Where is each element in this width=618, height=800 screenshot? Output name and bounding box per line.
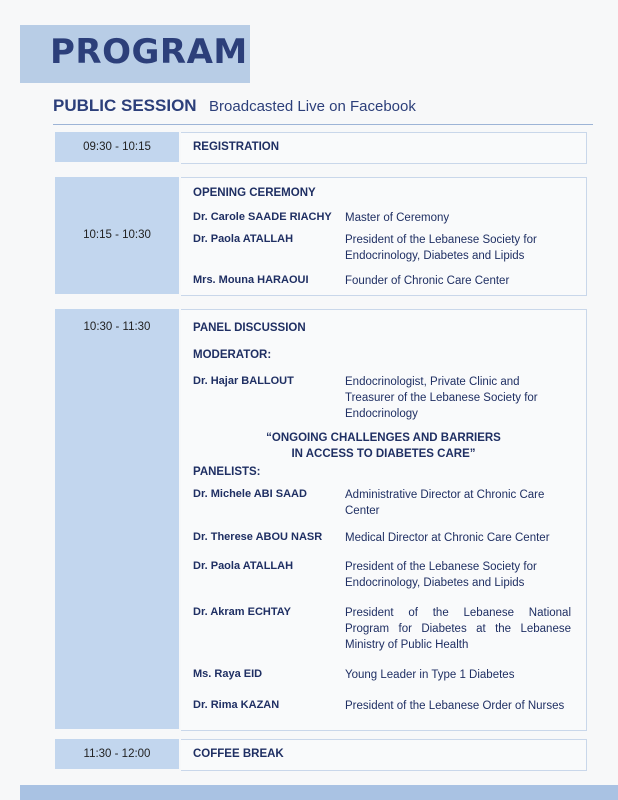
person-role: Founder of Chronic Care Center bbox=[345, 275, 510, 287]
content-registration bbox=[181, 132, 587, 164]
time-cell-registration: 09:30 - 10:15 bbox=[55, 132, 179, 162]
moderator-role: Endocrinologist, Private Clinic and Treasurer of the Lebanese Society for Endocrinology bbox=[345, 376, 538, 420]
panel-time: 10:30 - 11:30 bbox=[83, 321, 151, 333]
section-title: PUBLIC SESSION bbox=[53, 96, 197, 115]
registration-title: REGISTRATION bbox=[193, 141, 280, 153]
moderator-label: MODERATOR: bbox=[193, 349, 272, 361]
panelists-label: PANELISTS: bbox=[193, 466, 261, 478]
coffee-title: COFFEE BREAK bbox=[193, 748, 284, 760]
section-header bbox=[53, 96, 416, 116]
person-name: Dr. Akram ECHTAY bbox=[193, 606, 292, 618]
content-panel bbox=[181, 309, 587, 731]
person-name: Ms. Raya EID bbox=[193, 668, 263, 680]
page-title: PROGRAM bbox=[50, 32, 248, 72]
section-subtitle: Broadcasted Live on Facebook bbox=[209, 98, 416, 115]
time-cell-coffee: 11:30 - 12:00 bbox=[55, 739, 179, 769]
person-name: Dr. Rima KAZAN bbox=[193, 699, 280, 711]
time-cell-panel bbox=[55, 309, 179, 729]
footer-bar bbox=[20, 785, 618, 800]
person-name: Dr. Therese ABOU NASR bbox=[193, 531, 323, 543]
person-name: Dr. Michele ABI SAAD bbox=[193, 488, 307, 500]
person-role: Young Leader in Type 1 Diabetes bbox=[345, 669, 515, 681]
person-role: President of the Lebanese Order of Nurses bbox=[345, 700, 565, 712]
person-role: Master of Ceremony bbox=[345, 212, 450, 224]
moderator-name: Dr. Hajar BALLOUT bbox=[193, 375, 294, 387]
content-coffee bbox=[181, 739, 587, 771]
topic-line-2: IN ACCESS TO DIABETES CARE” bbox=[291, 448, 476, 460]
content-opening bbox=[181, 177, 587, 296]
person-role: Medical Director at Chronic Care Center bbox=[345, 532, 550, 544]
person-role: President of the Lebanese Society for Endocrinology, Diabetes and Lipids bbox=[345, 561, 537, 589]
opening-title: OPENING CEREMONY bbox=[193, 187, 316, 199]
person-role: President of the Lebanese National Program for Diabetes at the Lebanese Ministry of Public Health bbox=[345, 607, 571, 651]
person-name: Dr. Paola ATALLAH bbox=[193, 233, 294, 245]
person-name: Mrs. Mouna HARAOUI bbox=[193, 274, 309, 286]
person-name: Dr. Paola ATALLAH bbox=[193, 560, 294, 572]
person-role: Administrative Director at Chronic Care Center bbox=[345, 489, 545, 517]
person-role: President of the Lebanese Society for Endocrinology, Diabetes and Lipids bbox=[345, 234, 537, 262]
section-divider bbox=[53, 124, 593, 125]
panel-title: PANEL DISCUSSION bbox=[193, 322, 306, 334]
time-cell-opening: 10:15 - 10:30 bbox=[55, 177, 179, 294]
person-name: Dr. Carole SAADE RIACHY bbox=[193, 211, 332, 223]
topic-line-1: “ONGOING CHALLENGES AND BARRIERS bbox=[266, 432, 501, 444]
